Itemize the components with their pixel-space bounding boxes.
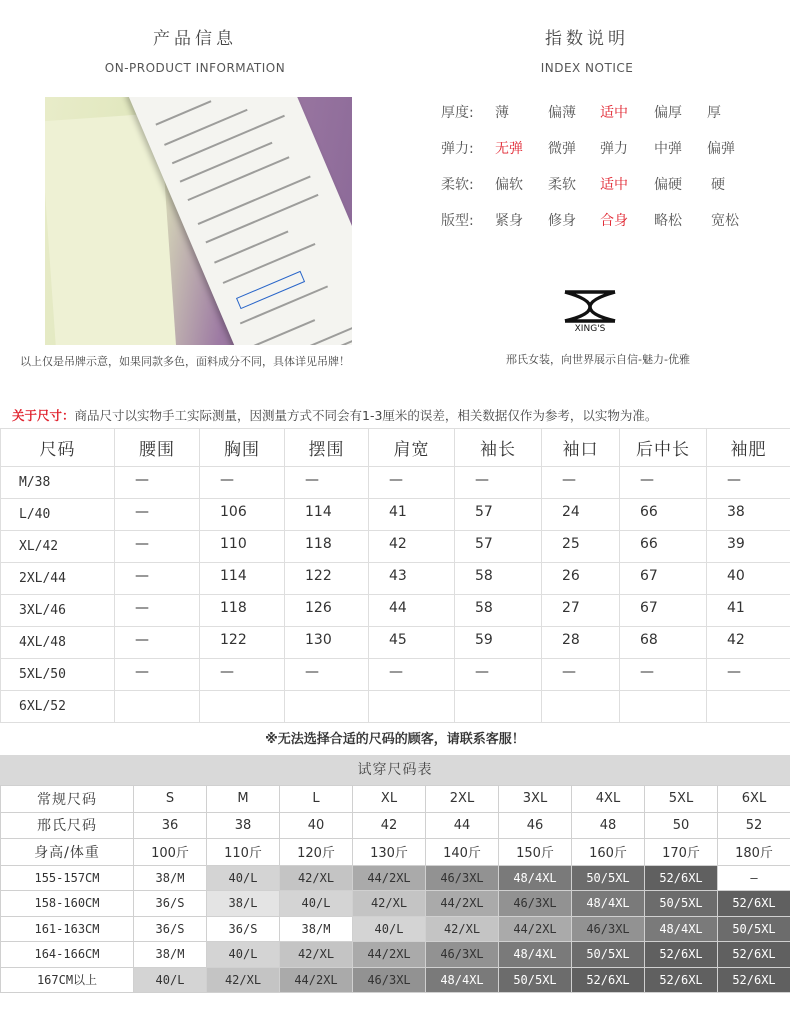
try-on-header-row bbox=[1, 812, 790, 839]
size-value-cell: — bbox=[115, 595, 200, 627]
size-value-cell: 45 bbox=[369, 627, 455, 659]
try-on-row-label: 身高/体重 bbox=[1, 839, 134, 866]
size-value-cell: — bbox=[455, 467, 542, 499]
try-on-cell: 44/2XL bbox=[280, 967, 353, 993]
try-on-cell: 42/XL bbox=[207, 967, 280, 993]
index-option: 弹力 bbox=[600, 141, 628, 157]
size-value-cell bbox=[369, 691, 455, 723]
size-table bbox=[0, 428, 790, 723]
size-value-cell: — bbox=[200, 467, 285, 499]
try-on-row bbox=[1, 865, 790, 891]
try-on-header-cell: 130斤 bbox=[353, 839, 426, 866]
try-on-cell: 40/L bbox=[207, 865, 280, 891]
try-on-cell: 46/3XL bbox=[572, 916, 645, 942]
try-on-cell: 44/2XL bbox=[426, 891, 499, 917]
try-on-row-label: 常规尺码 bbox=[1, 786, 134, 813]
try-on-cell: 52/6XL bbox=[718, 942, 790, 968]
size-value-cell: 27 bbox=[542, 595, 620, 627]
size-label-cell: 5XL/50 bbox=[1, 659, 115, 691]
index-label: 弹力: bbox=[441, 141, 474, 157]
size-value-cell: 106 bbox=[200, 499, 285, 531]
size-table-row bbox=[1, 691, 790, 723]
try-on-header-cell: 140斤 bbox=[426, 839, 499, 866]
try-on-cell: 42/XL bbox=[426, 916, 499, 942]
index-option: 偏厚 bbox=[654, 105, 682, 121]
size-header-cell: 袖长 bbox=[455, 429, 542, 467]
try-on-cell: 48/4XL bbox=[572, 891, 645, 917]
size-value-cell bbox=[285, 691, 369, 723]
size-value-cell: — bbox=[620, 659, 707, 691]
index-option-selected: 适中 bbox=[600, 105, 628, 121]
size-value-cell bbox=[620, 691, 707, 723]
size-value-cell: 118 bbox=[285, 531, 369, 563]
tag-caption: 以上仅是吊牌示意，如果同款多色，面料成分不同，具体详见吊牌！ bbox=[20, 355, 350, 368]
try-on-header-cell: XL bbox=[353, 786, 426, 813]
try-on-cell: 52/6XL bbox=[572, 967, 645, 993]
size-value-cell: 39 bbox=[707, 531, 790, 563]
try-on-header-cell: 100斤 bbox=[134, 839, 207, 866]
try-on-cell: 52/6XL bbox=[645, 865, 718, 891]
index-option: 柔软 bbox=[548, 177, 576, 193]
size-label-cell: XL/42 bbox=[1, 531, 115, 563]
try-on-header-cell: 50 bbox=[645, 812, 718, 839]
size-value-cell: 57 bbox=[455, 531, 542, 563]
size-value-cell: 66 bbox=[620, 499, 707, 531]
size-table-row bbox=[1, 659, 790, 691]
try-on-cell: 52/6XL bbox=[645, 967, 718, 993]
size-value-cell: 40 bbox=[707, 563, 790, 595]
try-on-cell: 38/M bbox=[134, 865, 207, 891]
try-on-height-cell: 161-163CM bbox=[1, 916, 134, 942]
try-on-cell: — bbox=[718, 865, 790, 891]
try-on-cell: 38/L bbox=[207, 891, 280, 917]
size-label-cell: 4XL/48 bbox=[1, 627, 115, 659]
try-on-row-label: 邢氏尺码 bbox=[1, 812, 134, 839]
size-value-cell: — bbox=[115, 499, 200, 531]
size-value-cell bbox=[542, 691, 620, 723]
size-value-cell: 43 bbox=[369, 563, 455, 595]
try-on-header-cell: 40 bbox=[280, 812, 353, 839]
try-on-header-cell: 3XL bbox=[499, 786, 572, 813]
try-on-header-cell: 4XL bbox=[572, 786, 645, 813]
size-value-cell: — bbox=[455, 659, 542, 691]
size-value-cell: 68 bbox=[620, 627, 707, 659]
index-option: 偏软 bbox=[495, 177, 523, 193]
index-option: 中弹 bbox=[654, 141, 682, 157]
index-option: 紧身 bbox=[495, 213, 523, 229]
size-value-cell: 41 bbox=[707, 595, 790, 627]
try-on-header-cell: S bbox=[134, 786, 207, 813]
try-on-cell: 52/6XL bbox=[718, 891, 790, 917]
try-on-cell: 42/XL bbox=[280, 865, 353, 891]
try-on-cell: 40/L bbox=[353, 916, 426, 942]
try-on-height-cell: 167CM以上 bbox=[1, 967, 134, 993]
try-on-header-cell: 2XL bbox=[426, 786, 499, 813]
size-value-cell: 130 bbox=[285, 627, 369, 659]
try-on-row bbox=[1, 967, 790, 993]
try-on-row bbox=[1, 916, 790, 942]
try-on-cell: 46/3XL bbox=[353, 967, 426, 993]
size-value-cell: 126 bbox=[285, 595, 369, 627]
index-option: 硬 bbox=[711, 177, 725, 193]
index-label: 厚度: bbox=[441, 105, 474, 121]
try-on-header-cell: 160斤 bbox=[572, 839, 645, 866]
size-table-row bbox=[1, 595, 790, 627]
size-value-cell: 41 bbox=[369, 499, 455, 531]
size-value-cell: — bbox=[115, 627, 200, 659]
size-value-cell: 28 bbox=[542, 627, 620, 659]
try-on-row bbox=[1, 891, 790, 917]
size-value-cell: — bbox=[542, 467, 620, 499]
try-on-header-cell: 120斤 bbox=[280, 839, 353, 866]
size-value-cell: — bbox=[200, 659, 285, 691]
try-on-cell: 46/3XL bbox=[426, 865, 499, 891]
try-on-height-cell: 155-157CM bbox=[1, 865, 134, 891]
index-option: 厚 bbox=[707, 105, 721, 121]
size-value-cell: 59 bbox=[455, 627, 542, 659]
try-on-header-row bbox=[1, 786, 790, 813]
size-value-cell: 122 bbox=[285, 563, 369, 595]
size-value-cell: — bbox=[285, 659, 369, 691]
try-on-height-cell: 158-160CM bbox=[1, 891, 134, 917]
try-on-cell: 36/S bbox=[134, 916, 207, 942]
index-label: 柔软: bbox=[441, 177, 474, 193]
size-label-cell: L/40 bbox=[1, 499, 115, 531]
try-on-height-cell: 164-166CM bbox=[1, 942, 134, 968]
size-value-cell: 42 bbox=[369, 531, 455, 563]
try-on-cell: 50/5XL bbox=[572, 865, 645, 891]
index-option: 略松 bbox=[654, 213, 682, 229]
brand-logo bbox=[560, 287, 620, 333]
try-on-cell: 46/3XL bbox=[499, 891, 572, 917]
try-on-cell: 50/5XL bbox=[499, 967, 572, 993]
size-note bbox=[12, 406, 787, 424]
size-table-row bbox=[1, 531, 790, 563]
product-info-subtitle: ON-PRODUCT INFORMATION bbox=[104, 61, 286, 75]
try-on-cell: 44/2XL bbox=[499, 916, 572, 942]
size-value-cell: 118 bbox=[200, 595, 285, 627]
try-on-cell: 40/L bbox=[134, 967, 207, 993]
try-on-cell: 42/XL bbox=[280, 942, 353, 968]
try-on-header-cell: 150斤 bbox=[499, 839, 572, 866]
product-info-header bbox=[95, 24, 295, 75]
try-on-cell: 48/4XL bbox=[499, 942, 572, 968]
index-option: 微弹 bbox=[548, 141, 576, 157]
size-value-cell: 58 bbox=[455, 563, 542, 595]
index-option: 偏弹 bbox=[707, 141, 735, 157]
size-value-cell: 58 bbox=[455, 595, 542, 627]
size-value-cell: 44 bbox=[369, 595, 455, 627]
size-value-cell: 26 bbox=[542, 563, 620, 595]
index-option: 偏硬 bbox=[654, 177, 682, 193]
size-value-cell: — bbox=[115, 659, 200, 691]
try-on-cell: 38/M bbox=[280, 916, 353, 942]
try-on-header-cell: 42 bbox=[353, 812, 426, 839]
brand-slogan: 邢氏女装，向世界展示自信-魅力-优雅 bbox=[506, 353, 690, 366]
try-on-cell: 48/4XL bbox=[645, 916, 718, 942]
size-header-cell: 胸围 bbox=[200, 429, 285, 467]
try-on-cell: 40/L bbox=[280, 891, 353, 917]
size-table-row bbox=[1, 499, 790, 531]
index-option-selected: 合身 bbox=[600, 213, 628, 229]
try-on-header-cell: 46 bbox=[499, 812, 572, 839]
size-value-cell: — bbox=[542, 659, 620, 691]
try-on-cell: 48/4XL bbox=[499, 865, 572, 891]
try-on-title: 试穿尺码表 bbox=[0, 755, 790, 785]
try-on-cell: 52/6XL bbox=[645, 942, 718, 968]
try-on-header-cell: 52 bbox=[718, 812, 790, 839]
size-header-cell: 腰围 bbox=[115, 429, 200, 467]
index-option: 宽松 bbox=[711, 213, 739, 229]
size-header-cell: 肩宽 bbox=[369, 429, 455, 467]
size-note-label: 关于尺寸： bbox=[12, 408, 75, 423]
index-option: 薄 bbox=[495, 105, 509, 121]
try-on-cell: 42/XL bbox=[353, 891, 426, 917]
size-value-cell bbox=[115, 691, 200, 723]
index-notice-title: 指数说明 bbox=[545, 29, 629, 49]
try-on-header-cell: 38 bbox=[207, 812, 280, 839]
size-header-cell: 尺码 bbox=[1, 429, 115, 467]
hang-tag-photo bbox=[45, 97, 352, 345]
size-value-cell: 66 bbox=[620, 531, 707, 563]
index-notice-subtitle: INDEX NOTICE bbox=[540, 61, 634, 75]
size-value-cell: — bbox=[369, 659, 455, 691]
size-value-cell bbox=[455, 691, 542, 723]
size-value-cell: 114 bbox=[200, 563, 285, 595]
size-value-cell: 42 bbox=[707, 627, 790, 659]
size-value-cell: — bbox=[620, 467, 707, 499]
tag-inspector-stamp bbox=[236, 271, 305, 309]
size-value-cell: 25 bbox=[542, 531, 620, 563]
size-table-row bbox=[1, 563, 790, 595]
try-on-cell: 44/2XL bbox=[353, 942, 426, 968]
try-on-header-cell: L bbox=[280, 786, 353, 813]
brand-logo-text: XING'S bbox=[574, 324, 606, 333]
size-value-cell: — bbox=[115, 467, 200, 499]
size-header-cell: 后中长 bbox=[620, 429, 707, 467]
try-on-cell: 36/S bbox=[134, 891, 207, 917]
size-note-text: 商品尺寸以实物手工实际测量，因测量方式不同会有1-3厘米的误差，相关数据仅作为参考，以实物为准。 bbox=[74, 408, 658, 423]
try-on-cell: 44/2XL bbox=[353, 865, 426, 891]
try-on-cell: 38/M bbox=[134, 942, 207, 968]
try-on-header-cell: 48 bbox=[572, 812, 645, 839]
try-on-header-row bbox=[1, 839, 790, 866]
try-on-header-cell: 110斤 bbox=[207, 839, 280, 866]
index-option: 偏薄 bbox=[548, 105, 576, 121]
size-table-header bbox=[1, 429, 790, 467]
try-on-table bbox=[0, 785, 790, 993]
try-on-header-cell: M bbox=[207, 786, 280, 813]
index-notice-header bbox=[487, 24, 687, 75]
size-value-cell: — bbox=[369, 467, 455, 499]
size-value-cell bbox=[707, 691, 790, 723]
try-on-cell: 36/S bbox=[207, 916, 280, 942]
size-value-cell: — bbox=[115, 531, 200, 563]
index-option: 修身 bbox=[548, 213, 576, 229]
size-value-cell: 114 bbox=[285, 499, 369, 531]
size-label-cell: M/38 bbox=[1, 467, 115, 499]
try-on-header-cell: 5XL bbox=[645, 786, 718, 813]
size-header-cell: 袖口 bbox=[542, 429, 620, 467]
index-option-selected: 适中 bbox=[600, 177, 628, 193]
size-value-cell: 67 bbox=[620, 563, 707, 595]
size-value-cell: 57 bbox=[455, 499, 542, 531]
contact-note: ※无法选择合适的尺码的顾客，请联系客服！ bbox=[265, 732, 525, 747]
product-info-title: 产品信息 bbox=[153, 29, 237, 49]
try-on-cell: 50/5XL bbox=[645, 891, 718, 917]
try-on-cell: 50/5XL bbox=[572, 942, 645, 968]
try-on-cell: 40/L bbox=[207, 942, 280, 968]
try-on-row bbox=[1, 942, 790, 968]
try-on-cell: 52/6XL bbox=[718, 967, 790, 993]
size-value-cell: 67 bbox=[620, 595, 707, 627]
try-on-header-cell: 6XL bbox=[718, 786, 790, 813]
size-label-cell: 3XL/46 bbox=[1, 595, 115, 627]
size-value-cell: 110 bbox=[200, 531, 285, 563]
size-value-cell: 24 bbox=[542, 499, 620, 531]
try-on-header-cell: 44 bbox=[426, 812, 499, 839]
try-on-header-cell: 180斤 bbox=[718, 839, 790, 866]
try-on-cell: 50/5XL bbox=[718, 916, 790, 942]
try-on-header-cell: 170斤 bbox=[645, 839, 718, 866]
size-table-row bbox=[1, 627, 790, 659]
size-label-cell: 2XL/44 bbox=[1, 563, 115, 595]
index-option-selected: 无弹 bbox=[495, 141, 523, 157]
try-on-cell: 46/3XL bbox=[426, 942, 499, 968]
size-table-row bbox=[1, 467, 790, 499]
size-value-cell: — bbox=[115, 563, 200, 595]
size-value-cell: — bbox=[707, 467, 790, 499]
size-value-cell: 122 bbox=[200, 627, 285, 659]
index-label: 版型: bbox=[441, 213, 474, 229]
size-header-cell: 摆围 bbox=[285, 429, 369, 467]
try-on-cell: 48/4XL bbox=[426, 967, 499, 993]
size-label-cell: 6XL/52 bbox=[1, 691, 115, 723]
size-value-cell: — bbox=[707, 659, 790, 691]
size-value-cell: — bbox=[285, 467, 369, 499]
size-value-cell bbox=[200, 691, 285, 723]
size-header-cell: 袖肥 bbox=[707, 429, 790, 467]
try-on-header-cell: 36 bbox=[134, 812, 207, 839]
size-value-cell: 38 bbox=[707, 499, 790, 531]
